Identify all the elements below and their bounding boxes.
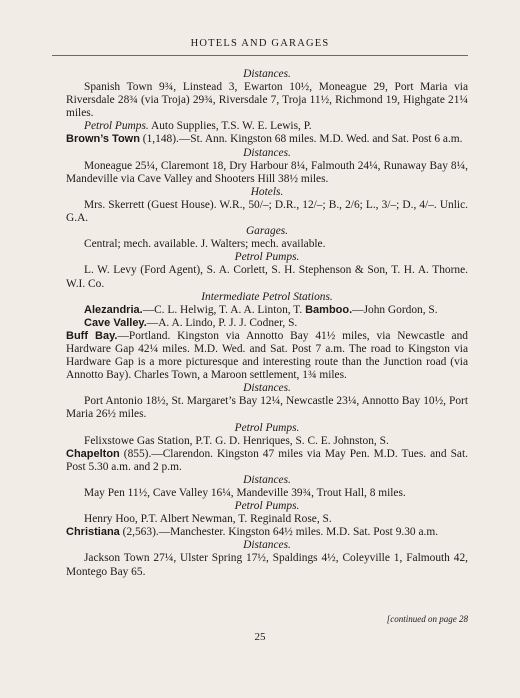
distances-text: May Pen 11½, Cave Valley 16¼, Mandeville 39¾, Trout Hall, 8 miles. xyxy=(84,487,406,499)
town-entry xyxy=(66,133,468,146)
garages-text: Central; mech. available. J. Walters; mech. available. xyxy=(84,238,326,251)
page-header: HOTELS AND GARAGES xyxy=(190,38,330,49)
petrol-pumps-text: Auto Supplies, T.S. W. E. Lewis, P. xyxy=(148,120,312,133)
petrol-pumps-text: Felixstowe Gas Station, P.T. G. D. Henriques, S. C. E. Johnston, S. xyxy=(84,434,389,447)
station-name: Bamboo. xyxy=(305,303,353,316)
header-rule xyxy=(52,55,468,56)
distances-text: Port Antonio 18½, St. Margaret’s Bay 12¼, Newcastle 23¼, Annotto Bay 10½, Port Maria 26½ miles. xyxy=(66,395,468,421)
town-entry xyxy=(66,330,468,382)
section-heading-distances: Distances. xyxy=(243,68,291,80)
section-heading-petrol-pumps: Petrol Pumps. xyxy=(234,500,300,513)
section-heading-hotels: Hotels. xyxy=(250,185,284,198)
petrol-pumps-text: Henry Hoo, P.T. Albert Newman, T. Reginald Rose, S. xyxy=(84,513,332,526)
section-heading-intermediate: Intermediate Petrol Stations. xyxy=(201,290,333,303)
town-entry-text: —Portland. Kingston via Annotto Bay 41½ miles, via Newcastle and Hardware Gap 42¼ miles. M.D. Wed. and Sat. Post 7 a.m. The road to Kingston via Hardware Gap is a more picturesque and interesting route than the Junction road (via Annotto Bay). Charles Town, a Maroon settlement, 1¾ miles. xyxy=(66,329,469,382)
section-heading-distances: Distances. xyxy=(243,382,291,395)
town-entry-text: (1,148).—St. Ann. Kingston 68 miles. M.D. Wed. and Sat. Post 6 a.m. xyxy=(139,133,463,146)
station-text: —John Gordon, S. xyxy=(352,303,438,316)
town-entry-text: (2,563).—Manchester. Kingston 64½ miles. M.D. Sat. Post 9.30 a.m. xyxy=(119,526,439,539)
petrol-pumps-line xyxy=(66,120,468,133)
section-heading-garages: Garages. xyxy=(245,225,289,238)
page-content xyxy=(66,68,468,579)
continued-note: [continued on page 28 xyxy=(386,614,468,624)
station-name: Alezandria. xyxy=(84,303,143,316)
town-name: Chapelton xyxy=(66,447,120,460)
petrol-pumps-text: L. W. Levy (Ford Agent), S. A. Corlett, S. H. Stephenson & Son, T. H. A. Thorne. W.I. Co. xyxy=(66,264,468,290)
station-text: —A. A. Lindo, P. J. J. Codner, S. xyxy=(146,316,298,329)
distances-text: Jackson Town 27¼, Ulster Spring 17½, Spaldings 4½, Coleyville 1, Falmouth 42, Montego Bay 65. xyxy=(66,552,468,578)
town-name: Christiana xyxy=(66,526,120,539)
page-number: 25 xyxy=(254,631,266,643)
intermediate-station-line xyxy=(66,317,468,330)
town-name: Buff Bay. xyxy=(66,329,118,342)
distances-text: Moneague 25¼, Claremont 18, Dry Harbour 8¼, Falmouth 24¼, Runaway Bay 8¼, Mandeville via Cave Valley and Shooters Hill 38½ miles. xyxy=(66,159,468,185)
hotels-text: Mrs. Skerrett (Guest House). W.R., 50/–; D.R., 12/–; B., 2/6; L., 3/–; D., 4/–. Unlic. G.A. xyxy=(66,198,468,225)
town-name: Brown’s Town xyxy=(66,133,140,146)
station-text: —C. L. Helwig, T. A. A. Linton, T. xyxy=(142,303,306,316)
section-heading-distances: Distances. xyxy=(243,473,291,486)
town-entry-text: (855).—Clarendon. Kingston 47 miles via May Pen. M.D. Tues. and Sat. Post 5.30 a.m. and 2 p.m. xyxy=(66,447,468,473)
town-entry xyxy=(66,526,468,539)
section-heading-petrol-pumps: Petrol Pumps. xyxy=(234,251,300,264)
intermediate-station-line xyxy=(66,304,468,317)
town-entry xyxy=(66,448,468,474)
petrol-pumps-label: Petrol Pumps. xyxy=(84,120,149,133)
section-heading-distances: Distances. xyxy=(243,539,291,552)
station-name: Cave Valley. xyxy=(84,316,147,329)
section-heading-petrol-pumps: Petrol Pumps. xyxy=(234,421,300,434)
distances-text: Spanish Town 9¾, Linstead 3, Ewarton 10½, Moneague 29, Port Maria via Riversdale 28¾ (via Troja) 29¾, Riversdale 7, Troja 11½, Richmond 19, Highgate 21¼ miles. xyxy=(66,81,468,120)
section-heading-distances: Distances. xyxy=(243,146,291,159)
